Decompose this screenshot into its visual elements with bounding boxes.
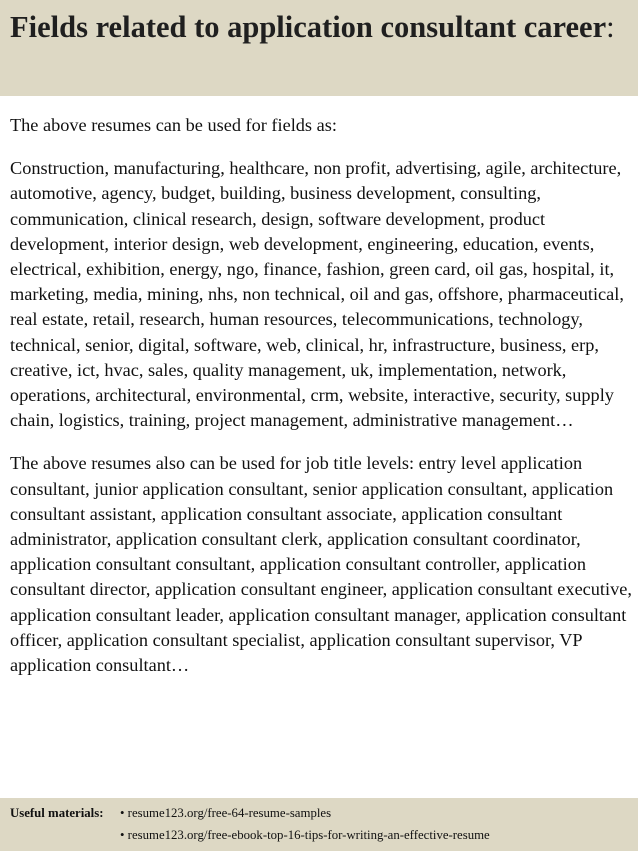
page-title: [10, 8, 625, 47]
resume-tips-link[interactable]: • resume123.org/free-ebook-top-16-tips-for-writing-an-effective-resume: [120, 828, 490, 842]
useful-materials-label: Useful materials:: [10, 806, 104, 820]
page-title-text: Fields related to application consultant career: [10, 10, 607, 44]
footer: [0, 798, 638, 851]
fields-list: Construction, manufacturing, healthcare, non profit, advertising, agile, architecture, automotive, agency, budget, building, business development, consulting, communication, clinical research, design, software development, product development, interior design, web development, engineering, education, events, electrical, exhibition, energy, ngo, finance, fashion, green card, oil gas, hospital, it, marketing, media, mining, nhs, non technical, oil and gas, offshore, pharmaceutical, real estate, retail, research, human resources, telecommunications, technology, technical, senior, digital, software, web, clinical, hr, infrastructure, business, erp, creative, ict, hvac, sales, quality management, uk, implementation, network, operations, architectural, environmental, crm, website, interactive, security, supply chain, logistics, training, project management, administrative management…: [10, 158, 624, 431]
intro-text: The above resumes can be used for fields as:: [10, 115, 337, 135]
job-title-levels: The above resumes also can be used for job title levels: entry level application consultant, junior application consultant, senior application consultant, application consultant assistant, application consultant associate, application consultant administrator, application consultant clerk, application consultant coordinator, application consultant consultant, application consultant controller, application consultant director, application consultant engineer, application consultant executive, application consultant leader, application consultant manager, application consultant officer, application consultant specialist, application consultant supervisor, VP application consultant…: [10, 453, 632, 676]
main-content: [10, 113, 634, 678]
title-bar: [0, 0, 638, 96]
page-title-colon: :: [606, 10, 615, 44]
resume-samples-link[interactable]: • resume123.org/free-64-resume-samples: [120, 806, 332, 820]
